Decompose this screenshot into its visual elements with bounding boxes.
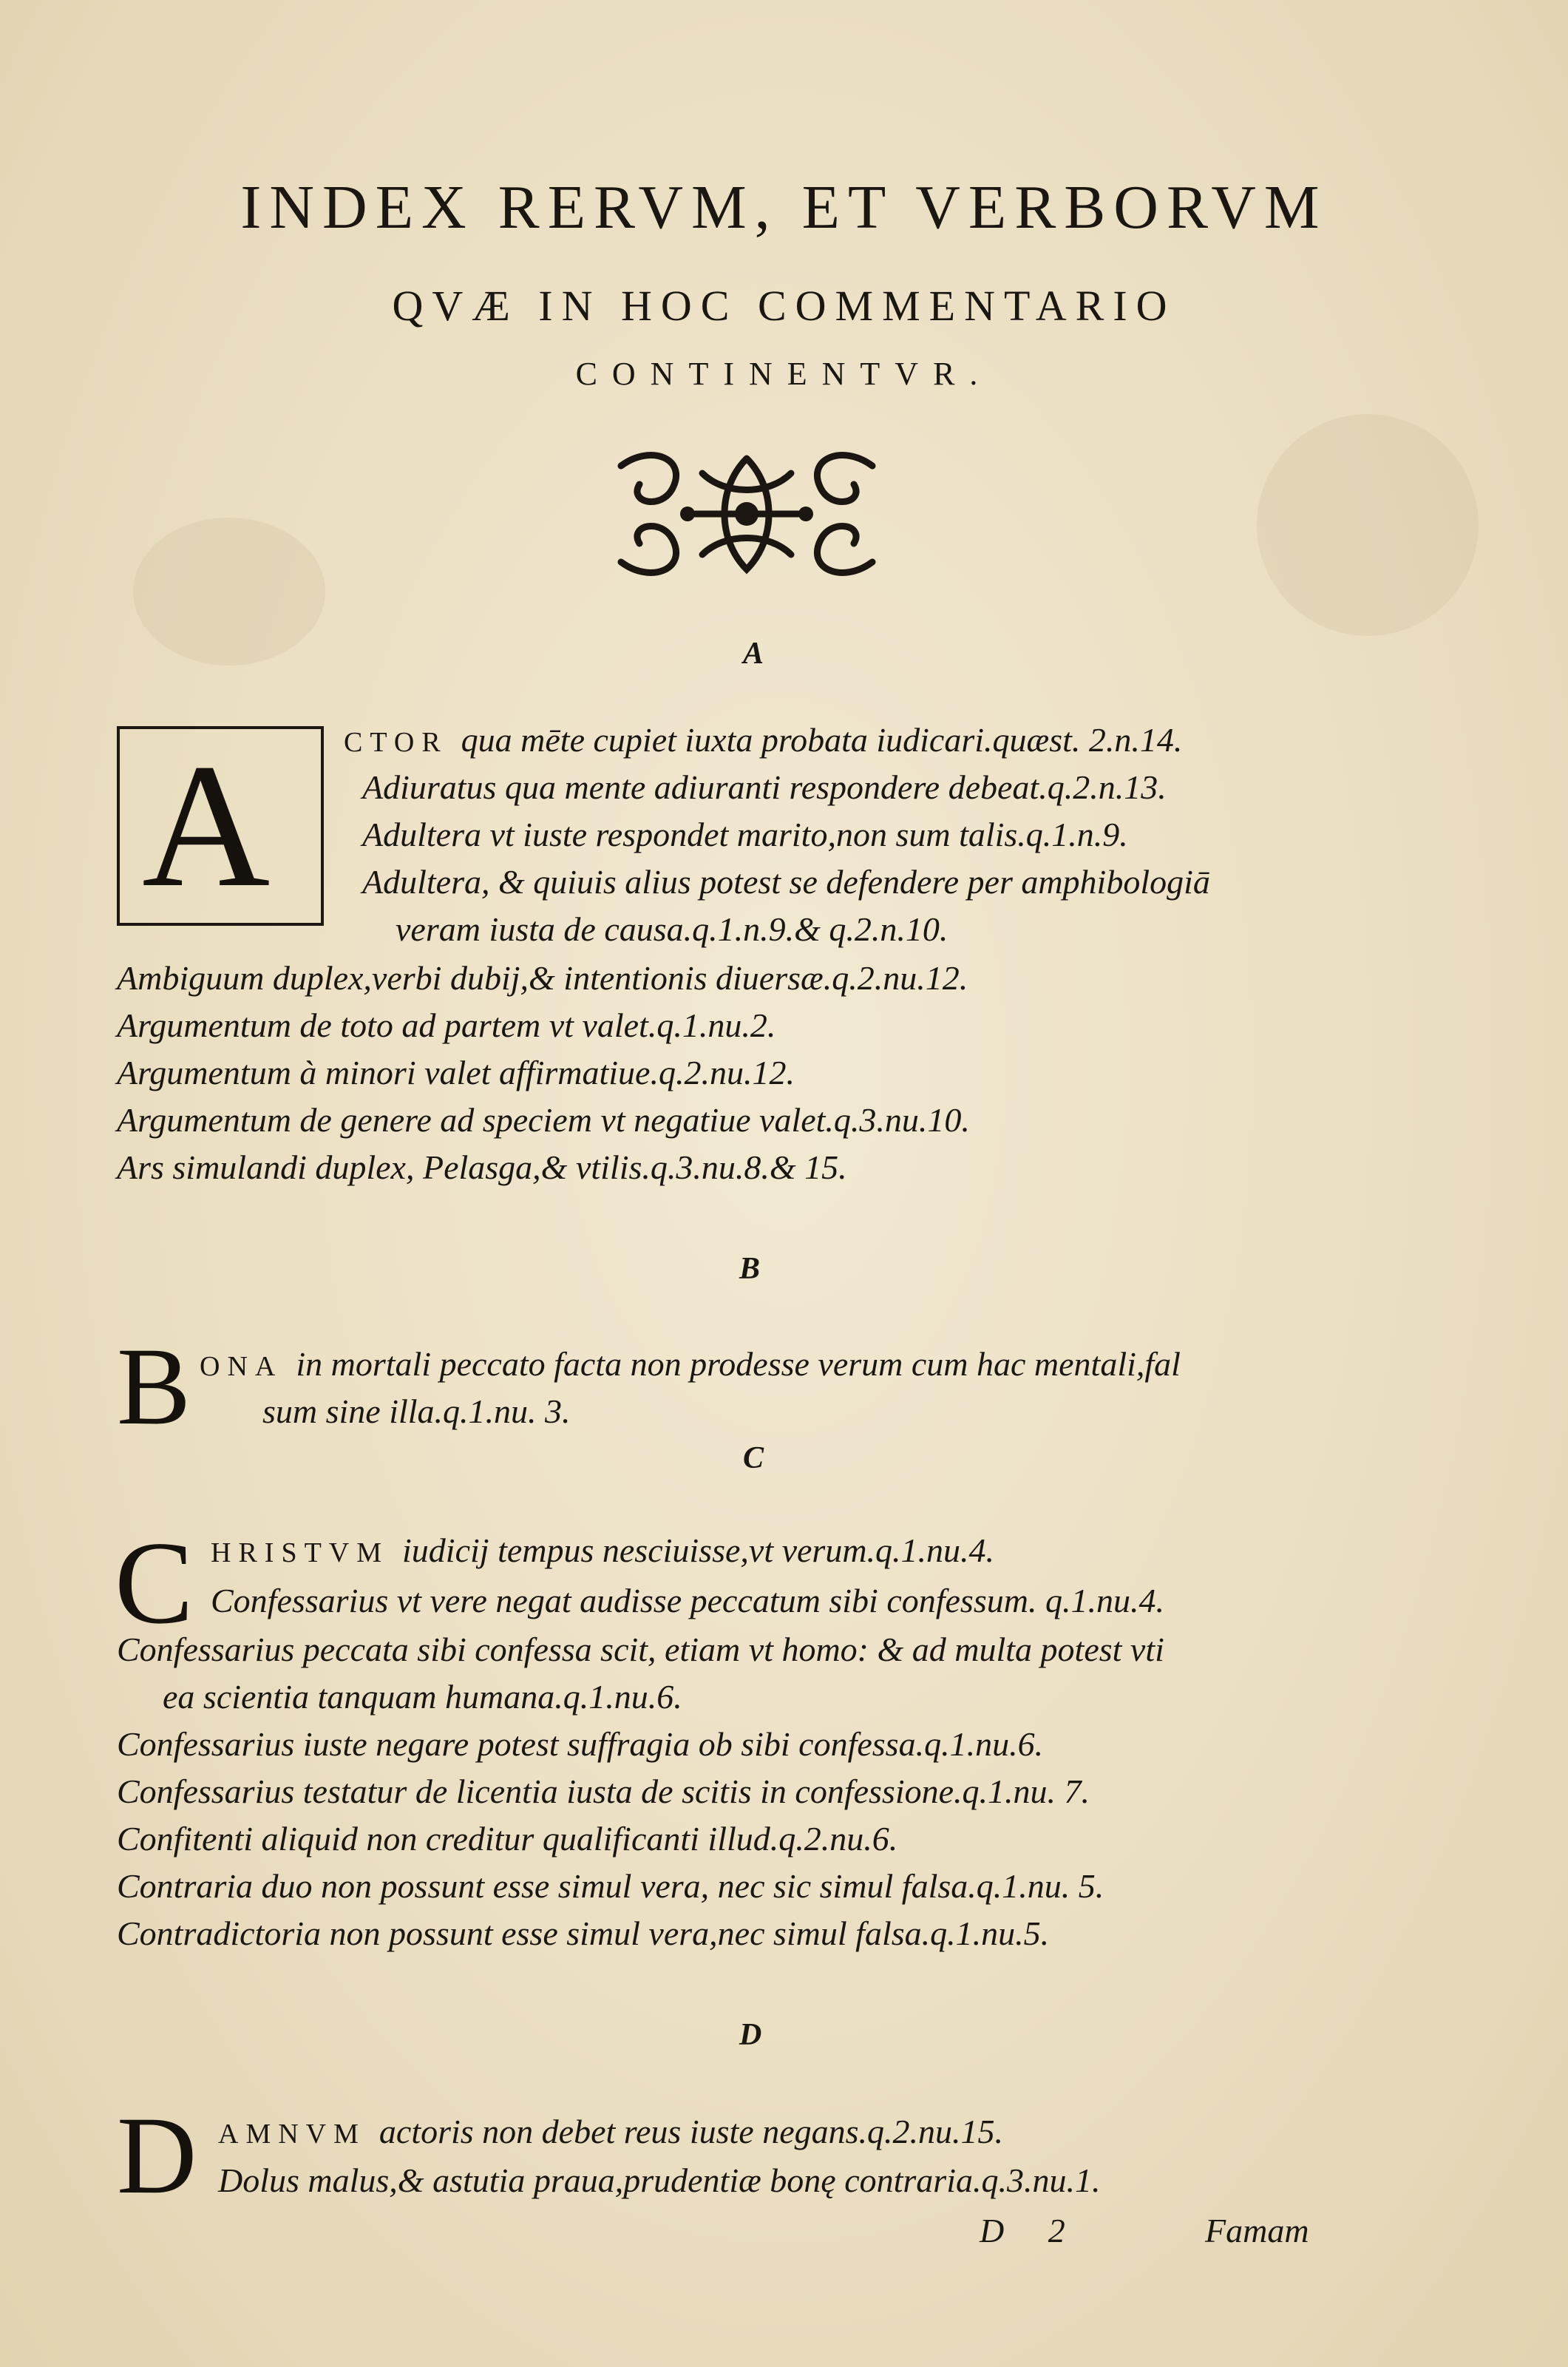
index-entry: Adultera vt iuste respondet marito,non sum talis.q.1.n.9. [362,816,1128,853]
index-entry: Argumentum de genere ad speciem vt negatiue valet.q.3.nu.10. [117,1101,970,1139]
index-entry: Ambiguum duplex,verbi dubij,& intentionis diuersæ.q.2.nu.12. [117,959,968,997]
ornament-fleuron-icon [606,444,887,584]
index-entry: Confessarius peccata sibi confessa scit, etiam vt homo: & ad multa potest vti [117,1631,1164,1668]
index-entry: Adiuratus qua mente adiuranti respondere debeat.q.2.n.13. [362,768,1167,806]
index-entry: Confessarius vt vere negat audisse peccatum sibi confessum. q.1.nu.4. [211,1582,1164,1619]
index-entry: Argumentum de toto ad partem vt valet.q.1.nu.2. [117,1006,776,1044]
section-letter-a: A [743,637,764,671]
entry-text: actoris non debet reus iuste negans.q.2.nu.15. [379,2113,1004,2150]
section-letter-b: B [739,1252,761,1286]
section-letter-c: C [743,1441,764,1475]
index-entry: ea scientia tanquam humana.q.1.nu.6. [163,1678,682,1716]
dropcap-c: C [115,1517,194,1648]
dropcap-b: B [117,1325,191,1448]
entry-text: iudicij tempus nesciuisse,vt verum.q.1.nu.4. [402,1531,995,1569]
index-entry: veram iusta de causa.q.1.n.9.& q.2.n.10. [396,910,948,948]
entry-lead-word: HRISTVM [211,1537,390,1568]
index-entry: sum sine illa.q.1.nu. 3. [262,1392,571,1430]
catchword: Famam [1205,2212,1309,2249]
paper-stain [133,518,325,666]
index-subtitle: QVÆ IN HOC COMMENTARIO [392,282,1176,330]
index-entry: Confessarius iuste negare potest suffragia ob sibi confessa.q.1.nu.6. [117,1725,1044,1763]
index-entry [218,2113,1003,2151]
index-title: INDEX RERVM, ET VERBORVM [240,173,1328,242]
index-entry: Contradictoria non possunt esse simul vera,nec simul falsa.q.1.nu.5. [117,1914,1050,1952]
dropcap-frame-a [117,726,324,926]
index-entry [344,722,1182,759]
dropcap-d: D [117,2094,197,2217]
entry-lead-word: CTOR [344,727,448,758]
index-entry [211,1532,994,1570]
entry-text: in mortali peccato facta non prodesse verum cum hac mentali,fal [296,1345,1181,1383]
index-entry: Confitenti aliquid non creditur qualificanti illud.q.2.nu.6. [117,1820,898,1858]
dropcap-a: A [142,727,271,924]
index-entry: Ars simulandi duplex, Pelasga,& vtilis.q.3.nu.8.& 15. [117,1148,847,1186]
index-entry: Adultera, & quiuis alius potest se defendere per amphibologiā [362,863,1210,901]
entry-lead-word: ONA [200,1351,283,1382]
index-entry [200,1346,1181,1384]
index-entry: Dolus malus,& astutia praua,prudentiæ bonę contraria.q.3.nu.1. [218,2161,1101,2199]
entry-lead-word: AMNVM [218,2119,366,2150]
index-entry: Confessarius testatur de licentia iusta de scitis in confessione.q.1.nu. 7. [117,1772,1090,1810]
index-subtitle-2: CONTINENTVR. [575,356,993,392]
index-entry: Argumentum à minori valet affirmatiue.q.2.nu.12. [117,1054,795,1091]
section-letter-d: D [739,2018,762,2052]
index-entry: Contraria duo non possunt esse simul vera, nec sic simul falsa.q.1.nu. 5. [117,1867,1104,1905]
entry-text: qua mēte cupiet iuxta probata iudicari.quæst. 2.n.14. [461,721,1183,759]
paper-stain [1257,414,1479,636]
signature-mark: D 2 [980,2212,1083,2249]
